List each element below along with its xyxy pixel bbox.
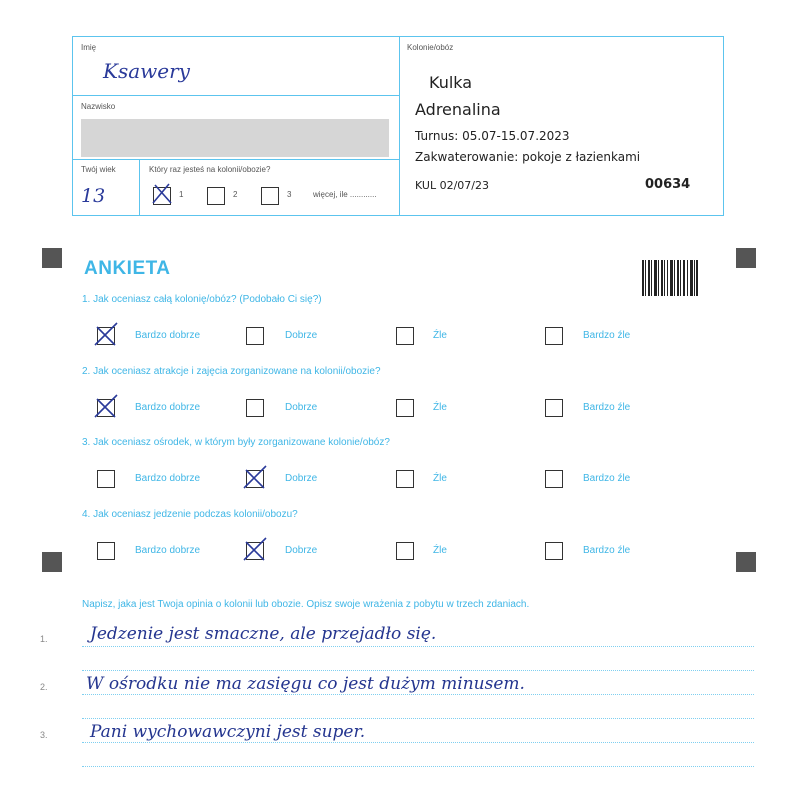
turnus: Turnus: 05.07-15.07.2023 — [415, 129, 570, 143]
divider — [139, 159, 140, 215]
answer-label: Źle — [433, 545, 447, 556]
registration-marker — [736, 248, 756, 268]
writing-line — [82, 646, 754, 647]
answer-checkbox[interactable] — [396, 542, 414, 560]
surname-label: Nazwisko — [81, 102, 116, 111]
answer-label: Bardzo źle — [583, 473, 631, 484]
name-value: Ksawery — [103, 59, 190, 83]
question-text: 4. Jak oceniasz jedzenie podczas kolonii/obozu? — [82, 509, 298, 520]
answer-label: Źle — [433, 330, 447, 341]
answer-label: Dobrze — [285, 473, 318, 484]
answer-checkbox[interactable] — [246, 542, 264, 560]
answer-label: Bardzo źle — [583, 330, 631, 341]
answer-label: Bardzo źle — [583, 545, 631, 556]
answer-checkbox[interactable] — [246, 399, 264, 417]
opinion-line-3: Pani wychowawczyni jest super. — [90, 722, 366, 742]
answer-label: Dobrze — [285, 545, 318, 556]
camp-label: Kolonie/obóz — [407, 43, 454, 52]
age-label: Twój wiek — [81, 165, 116, 174]
camp-line2: Adrenalina — [415, 100, 501, 119]
answer-label: Bardzo dobrze — [135, 473, 201, 484]
survey-title: ANKIETA — [84, 258, 171, 279]
writing-line — [82, 766, 754, 767]
answer-checkbox[interactable] — [396, 327, 414, 345]
camp-line1: Kulka — [429, 73, 473, 92]
name-label: Imię — [81, 43, 97, 52]
registration-marker — [42, 552, 62, 572]
writing-line — [82, 670, 754, 671]
question-text: 2. Jak oceniasz atrakcje i zajęcia zorganizowane na kolonii/obozie? — [82, 366, 381, 377]
question-text: 3. Jak oceniasz ośrodek, w którym były zorganizowane kolonie/obóz? — [82, 437, 390, 448]
registration-marker — [42, 248, 62, 268]
line-number: 3. — [40, 730, 48, 740]
answer-checkbox[interactable] — [545, 470, 563, 488]
writing-line — [82, 742, 754, 743]
divider — [399, 37, 400, 215]
zakwaterowanie: Zakwaterowanie: pokoje z łazienkami — [415, 150, 641, 164]
answer-checkbox[interactable] — [396, 399, 414, 417]
answer-label: Bardzo dobrze — [135, 330, 201, 341]
answer-label: Bardzo dobrze — [135, 402, 201, 413]
answer-label: Źle — [433, 473, 447, 484]
line-number: 2. — [40, 682, 48, 692]
answer-checkbox[interactable] — [545, 542, 563, 560]
writing-line — [82, 718, 754, 719]
answer-label: Bardzo dobrze — [135, 545, 201, 556]
barcode-icon — [642, 260, 698, 296]
answer-checkbox[interactable] — [97, 327, 115, 345]
times-label: Który raz jesteś na kolonii/obozie? — [149, 165, 271, 174]
answer-checkbox[interactable] — [396, 470, 414, 488]
times-checkbox-2[interactable] — [207, 187, 225, 205]
header-form — [72, 36, 724, 216]
answer-checkbox[interactable] — [97, 542, 115, 560]
writing-line — [82, 694, 754, 695]
camp-code: KUL 02/07/23 — [415, 179, 489, 192]
times-option-2: 2 — [233, 190, 238, 199]
registration-marker — [736, 552, 756, 572]
age-value: 13 — [81, 185, 106, 207]
line-number: 1. — [40, 634, 48, 644]
form-number: 00634 — [645, 177, 691, 192]
opinion-line-1: Jedzenie jest smaczne, ale przejadło się. — [90, 624, 437, 644]
times-checkbox-3[interactable] — [261, 187, 279, 205]
answer-checkbox[interactable] — [246, 327, 264, 345]
answer-checkbox[interactable] — [545, 399, 563, 417]
times-option-3: 3 — [287, 190, 292, 199]
answer-label: Dobrze — [285, 402, 318, 413]
answer-checkbox[interactable] — [246, 470, 264, 488]
divider — [73, 95, 399, 96]
times-option-1: 1 — [179, 190, 184, 199]
times-more: więcej, ile ............ — [313, 190, 377, 199]
answer-label: Dobrze — [285, 330, 318, 341]
opinion-line-2: W ośrodku nie ma zasięgu co jest dużym minusem. — [86, 674, 525, 694]
answer-label: Bardzo źle — [583, 402, 631, 413]
question-text: 1. Jak oceniasz całą kolonię/obóz? (Podobało Ci się?) — [82, 294, 322, 305]
divider — [73, 159, 399, 160]
answer-checkbox[interactable] — [97, 470, 115, 488]
answer-label: Źle — [433, 402, 447, 413]
answer-checkbox[interactable] — [97, 399, 115, 417]
times-checkbox-1[interactable] — [153, 187, 171, 205]
answer-checkbox[interactable] — [545, 327, 563, 345]
opinion-prompt: Napisz, jaka jest Twoja opinia o kolonii lub obozie. Opisz swoje wrażenia z pobytu w trzech zdaniach. — [82, 599, 530, 610]
redacted-surname — [81, 119, 389, 157]
